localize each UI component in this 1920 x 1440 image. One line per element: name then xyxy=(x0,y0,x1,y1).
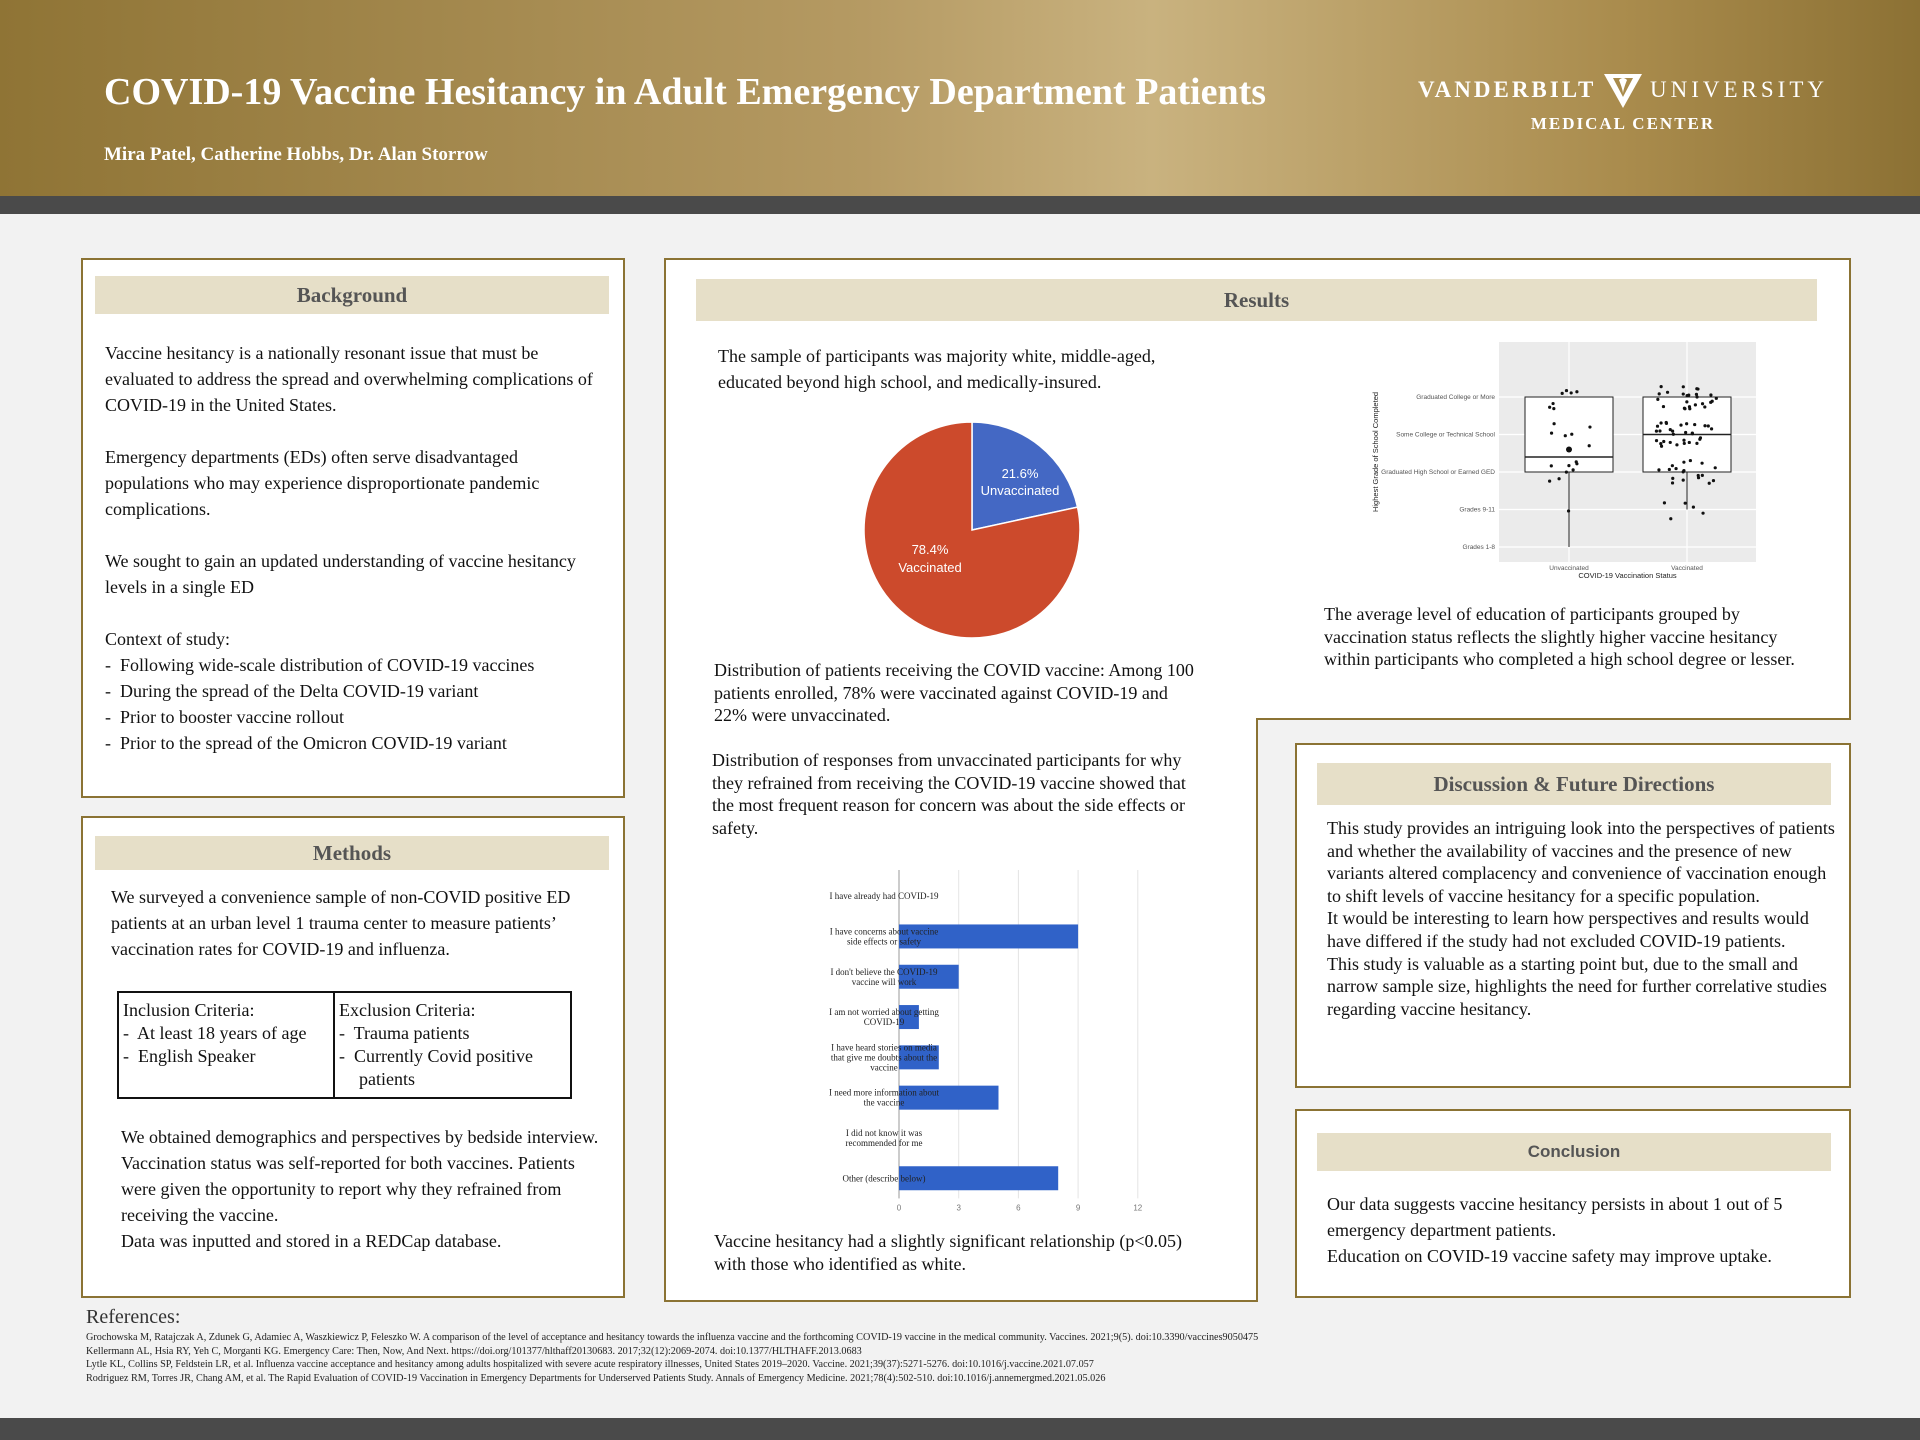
box-jitter-point xyxy=(1588,425,1591,428)
bar-x-tick: 3 xyxy=(956,1203,961,1213)
background-paragraph-3: We sought to gain an updated understanding of vaccine hesitancy levels in a single ED xyxy=(105,551,576,597)
reference-item: Rodriguez RM, Torres JR, Chang AM, et al. The Rapid Evaluation of COVID-19 Vaccination in Emergency Departments for Underserved Patients Study. Annals of Emergency Medicine. 2021;78(4):502-510. doi:10.1016/j.annemergmed.2021.05.026 xyxy=(86,1372,1106,1384)
education-box-plot xyxy=(1366,338,1766,584)
box-jitter-point xyxy=(1655,439,1658,442)
box-jitter-point xyxy=(1671,464,1674,467)
box-jitter-point xyxy=(1682,469,1685,472)
context-bullet: - During the spread of the Delta COVID-19 variant xyxy=(105,681,479,701)
bar-category-label: I need more information about the vaccine xyxy=(829,1087,939,1108)
box-jitter-point xyxy=(1679,424,1682,427)
box-jitter-point xyxy=(1685,400,1688,403)
box-jitter-point xyxy=(1550,464,1553,467)
background-text xyxy=(105,340,605,756)
bar-x-tick: 9 xyxy=(1075,1203,1081,1213)
box-jitter-point xyxy=(1550,432,1553,435)
discussion-text xyxy=(1327,817,1837,1020)
box-y-tick: Graduated College or More xyxy=(1416,394,1495,401)
background-paragraph-1: Vaccine hesitancy is a nationally resonant issue that must be evaluated to address the spread and overwhelming complications of COVID-19 in the United States. xyxy=(105,343,593,415)
box-jitter-point xyxy=(1660,385,1663,388)
methods-intro: We surveyed a convenience sample of non-COVID positive ED patients at an urban level 1 trauma center to measure patients’ vaccination rates for COVID-19 and influenza. xyxy=(111,887,571,959)
pie-label-unvaccinated: Unvaccinated xyxy=(980,483,1060,498)
box-jitter-point xyxy=(1553,422,1556,425)
header-divider xyxy=(0,196,1920,214)
logo-text-vanderbilt: VANDERBILT xyxy=(1418,77,1597,102)
reference-item: Lytle KL, Collins SP, Feldstein LR, et al. Influenza vaccine acceptance and hesitancy among adults hospitalized with severe acute respiratory illnesses, United States 2019–2020. Vaccine. 2021;39(37):5271-5276. doi:10.1016/j.vaccine.2021.07.057 xyxy=(86,1359,1094,1370)
box-jitter-point xyxy=(1656,425,1659,428)
box-jitter-point xyxy=(1701,402,1704,405)
box-jitter-point xyxy=(1669,517,1672,520)
box-jitter-point xyxy=(1658,392,1661,395)
box-jitter-point xyxy=(1567,464,1570,467)
conclusion-paragraph-2: Education on COVID-19 vaccine safety may improve uptake. xyxy=(1327,1246,1772,1266)
methods-paragraph-4: Data was inputted and stored in a REDCap database. xyxy=(121,1231,502,1251)
box-jitter-point xyxy=(1708,482,1711,485)
box-jitter-point xyxy=(1662,440,1665,443)
logo-text-medical-center: MEDICAL CENTER xyxy=(1530,114,1716,133)
box-y-axis-label: Highest Grade of School Completed xyxy=(1371,391,1380,513)
bar-category-label: Other (describe below) xyxy=(842,1173,926,1184)
footer-band xyxy=(0,1418,1920,1440)
box-jitter-point xyxy=(1665,421,1668,424)
logo-text-university: UNIVERSITY xyxy=(1649,77,1828,102)
box-x-axis-label: COVID-19 Vaccination Status xyxy=(1578,571,1677,580)
box-jitter-point xyxy=(1682,392,1685,395)
box-jitter-point xyxy=(1659,421,1662,424)
criteria-table xyxy=(117,991,572,1099)
pie-caption: Distribution of patients receiving the COVID vaccine: Among 100 patients enrolled, 78% were vaccinated against COVID-19 and 22% were unvaccinated. xyxy=(714,660,1194,725)
box-jitter-point xyxy=(1699,436,1702,439)
box-jitter-point xyxy=(1552,407,1555,410)
box-jitter-point xyxy=(1666,391,1669,394)
box-jitter-point xyxy=(1692,506,1695,509)
references-list xyxy=(86,1331,1586,1385)
context-label: Context of study: xyxy=(105,629,230,649)
background-heading: Background xyxy=(95,276,609,314)
box-jitter-point xyxy=(1682,461,1685,464)
box-jitter-point xyxy=(1693,423,1696,426)
box-jitter-point xyxy=(1701,474,1704,477)
box-jitter-point xyxy=(1669,441,1672,444)
bar-category-label: I have concerns about vaccine side effects or safety xyxy=(829,926,939,947)
box-jitter-point xyxy=(1662,405,1665,408)
reference-item: Kellermann AL, Hsia RY, Yeh C, Morganti KG. Emergency Care: Then, Now, And Next. https://doi.org/101377/hlthaff20130683. 2017;32(12):2069-2074. doi:10.1377/HLTHAFF.2013.0683 xyxy=(86,1345,862,1357)
box-jitter-point xyxy=(1689,459,1692,462)
box-jitter-point xyxy=(1703,424,1706,427)
results-panel-right-edge xyxy=(1256,718,1258,1302)
conclusion-heading: Conclusion xyxy=(1317,1133,1831,1171)
box-jitter-point xyxy=(1688,441,1691,444)
box-jitter-point xyxy=(1565,389,1568,392)
background-paragraph-2: Emergency departments (EDs) often serve disadvantaged populations who may experience disproportionate pandemic complications. xyxy=(105,447,540,519)
box-jitter-point xyxy=(1671,430,1674,433)
box-jitter-point xyxy=(1700,462,1703,465)
box-jitter-point xyxy=(1683,442,1686,445)
bar-x-tick: 12 xyxy=(1133,1203,1143,1213)
box-jitter-point xyxy=(1575,462,1578,465)
box-jitter-point xyxy=(1572,468,1575,471)
box-jitter-point xyxy=(1548,406,1551,409)
poster-authors: Mira Patel, Catherine Hobbs, Dr. Alan Storrow xyxy=(104,144,488,165)
bar-intro: Distribution of responses from unvaccinated participants for why they refrained from receiving the COVID-19 vaccine showed that the most frequent reason for concern was about the side effects or safety. xyxy=(712,750,1186,838)
box-jitter-point xyxy=(1696,387,1699,390)
box-x-tick: Unvaccinated xyxy=(1549,565,1589,572)
box-y-tick: Grades 9-11 xyxy=(1459,506,1495,514)
inclusion-item: - At least 18 years of age xyxy=(123,1023,307,1043)
bar-category-label: I did not know it was recommended for me xyxy=(845,1127,923,1148)
box-jitter-point xyxy=(1567,509,1570,512)
box-jitter-point xyxy=(1695,442,1698,445)
hesitancy-reasons-bar-chart xyxy=(740,860,1180,1215)
conclusion-paragraph-1: Our data suggests vaccine hesitancy persists in about 1 out of 5 emergency department patients. xyxy=(1327,1194,1783,1240)
box-jitter-point xyxy=(1655,430,1658,433)
box-jitter-point xyxy=(1694,403,1697,406)
bar-x-tick: 0 xyxy=(896,1203,902,1213)
box-y-tick: Graduated High School or Earned GED xyxy=(1381,469,1495,476)
bar-category-label: I have already had COVID-19 xyxy=(829,891,939,902)
box-jitter-point xyxy=(1674,467,1677,470)
box-jitter-point xyxy=(1682,439,1685,442)
discussion-heading: Discussion & Future Directions xyxy=(1317,763,1831,805)
exclusion-criteria-cell xyxy=(334,992,571,1098)
box-jitter-point xyxy=(1712,479,1715,482)
background-panel xyxy=(81,258,625,798)
box-jitter-point xyxy=(1657,468,1660,471)
box-jitter-point xyxy=(1710,427,1713,430)
bar-x-tick: 6 xyxy=(1016,1203,1021,1213)
pie-label-vaccinated: Vaccinated xyxy=(898,560,962,575)
box-jitter-point xyxy=(1709,393,1712,396)
box-jitter-point xyxy=(1570,433,1573,436)
context-bullet: - Prior to the spread of the Omicron COVID-19 variant xyxy=(105,733,507,753)
box-jitter-point xyxy=(1683,407,1686,410)
box-y-tick: Grades 1-8 xyxy=(1462,544,1495,551)
box-jitter-point xyxy=(1564,434,1567,437)
box-caption: The average level of education of participants grouped by vaccination status reflects the slightly higher vaccine hesitancy within participants who completed a high school degree or lesser. xyxy=(1324,604,1795,669)
box-jitter-point xyxy=(1575,390,1578,393)
box-jitter-point xyxy=(1565,471,1568,474)
oak-leaf-v-icon xyxy=(1601,70,1645,110)
discussion-paragraph-2: It would be interesting to learn how perspectives and results would have differed if the study had not excluded COVID-19 patients. xyxy=(1327,908,1809,951)
reference-item: Grochowska M, Ratajczak A, Zdunek G, Adamiec A, Waszkiewicz P, Feleszko W. A comparison of the level of acceptance and hesitancy towards the influenza vaccine and the forthcoming COVID-19 vaccine in the medical community. Vaccines. 2021;9(5). doi:10.3390/vaccines9050475 xyxy=(86,1332,1259,1343)
discussion-paragraph-1: This study provides an intriguing look into the perspectives of patients and whether the availability of vaccines and the presence of new variants altered complacency and convenience of vaccination enough to shift levels of vaccine hesitancy for a specific population. xyxy=(1327,818,1835,906)
vanderbilt-logo xyxy=(1418,64,1828,144)
box-jitter-point xyxy=(1703,405,1706,408)
poster-title: COVID-19 Vaccine Hesitancy in Adult Emergency Department Patients xyxy=(104,71,1267,113)
conclusion-text xyxy=(1327,1191,1837,1269)
vaccination-pie-chart xyxy=(852,410,1092,650)
exclusion-title: Exclusion Criteria: xyxy=(339,1000,476,1020)
box-jitter-point xyxy=(1707,424,1710,427)
header-banner xyxy=(0,0,1920,196)
pie-label-unvaccinated-pct: 21.6% xyxy=(1001,466,1039,481)
box-jitter-point xyxy=(1686,394,1689,397)
conclusion-panel xyxy=(1295,1109,1851,1298)
inclusion-item: - English Speaker xyxy=(123,1046,256,1066)
box-jitter-point xyxy=(1709,401,1712,404)
box-jitter-point xyxy=(1697,476,1700,479)
box-jitter-point xyxy=(1588,444,1591,447)
results-heading: Results xyxy=(696,279,1817,321)
methods-paragraph-3: Vaccination status was self-reported for both vaccines. Patients were given the opportunity to report why they refrained from receiving the vaccine. xyxy=(121,1153,575,1225)
methods-details xyxy=(121,1124,605,1254)
box-jitter-point xyxy=(1675,443,1678,446)
box-jitter-point xyxy=(1672,433,1675,436)
box-jitter-point xyxy=(1656,398,1659,401)
box-jitter-point xyxy=(1691,432,1694,435)
results-intro: The sample of participants was majority white, middle-aged, educated beyond high school, and medically-insured. xyxy=(718,346,1156,392)
inclusion-title: Inclusion Criteria: xyxy=(123,1000,255,1020)
bar-category-label: I am not worried about getting COVID-19 xyxy=(829,1007,939,1028)
context-bullet: - Following wide-scale distribution of COVID-19 vaccines xyxy=(105,655,535,675)
bar-category-label: I have heard stories on media that give me doubts about the vaccine xyxy=(830,1042,938,1073)
box-jitter-point xyxy=(1561,392,1564,395)
discussion-panel xyxy=(1295,743,1851,1088)
bar-category-label: I don't believe the COVID-19 vaccine will work xyxy=(830,966,938,987)
box-jitter-point xyxy=(1682,385,1685,388)
box-jitter-point xyxy=(1685,422,1688,425)
box-jitter-point xyxy=(1688,407,1691,410)
box-jitter-point xyxy=(1668,468,1671,471)
box-jitter-point xyxy=(1557,477,1560,480)
box-jitter-point xyxy=(1684,431,1687,434)
box-jitter-point xyxy=(1551,402,1554,405)
box-jitter-point xyxy=(1671,477,1674,480)
box-jitter-point xyxy=(1701,512,1704,515)
context-bullet: - Prior to booster vaccine rollout xyxy=(105,707,344,727)
box-mean-marker xyxy=(1566,447,1572,453)
box-jitter-point xyxy=(1570,391,1573,394)
references-heading: References: xyxy=(86,1306,181,1328)
box-jitter-point xyxy=(1663,501,1666,504)
exclusion-item: - Currently Covid positive patients xyxy=(339,1046,533,1089)
inclusion-criteria-cell xyxy=(118,992,334,1098)
box-jitter-point xyxy=(1548,479,1551,482)
box-iqr xyxy=(1525,397,1613,472)
box-jitter-point xyxy=(1714,466,1717,469)
box-jitter-point xyxy=(1659,442,1662,445)
box-jitter-point xyxy=(1715,397,1718,400)
box-jitter-point xyxy=(1695,393,1698,396)
box-jitter-point xyxy=(1671,481,1674,484)
box-jitter-point xyxy=(1658,429,1661,432)
box-jitter-point xyxy=(1682,479,1685,482)
discussion-paragraph-3: This study is valuable as a starting point but, due to the small and narrow sample size, highlights the need for further correlative studies regarding vaccine hesitancy. xyxy=(1327,953,1827,1019)
results-closing: Vaccine hesitancy had a slightly significant relationship (p<0.05) with those who identified as white. xyxy=(714,1231,1183,1274)
box-x-tick: Vaccinated xyxy=(1671,565,1703,572)
methods-heading: Methods xyxy=(95,836,609,870)
box-jitter-point xyxy=(1684,502,1687,505)
methods-paragraph-2: We obtained demographics and perspectives by bedside interview. xyxy=(121,1127,599,1147)
pie-label-vaccinated-pct: 78.4% xyxy=(911,542,949,557)
exclusion-item: - Trauma patients xyxy=(339,1023,470,1043)
box-y-tick: Some College or Technical School xyxy=(1396,431,1495,439)
methods-panel xyxy=(81,816,625,1298)
